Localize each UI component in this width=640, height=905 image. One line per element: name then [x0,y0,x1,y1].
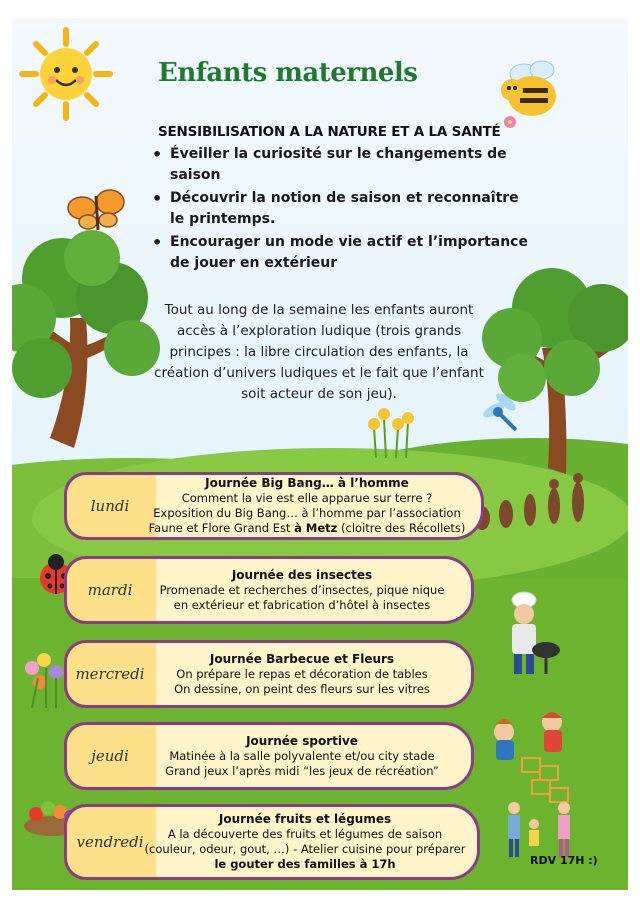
day-title: Journée fruits et légumes [218,812,392,826]
day-title: Journée des insectes [231,567,373,582]
flyer-sheet [12,18,628,890]
day-card-jeudi [64,722,474,790]
day-line: Comment la vie est elle apparue sur terre ? [181,491,433,505]
rdv-note: RDV 17H :) [530,854,598,867]
day-line: Grand jeux l’après midi “les jeux de récréation” [165,763,439,778]
day-line: en extérieur et fabrication d’hôtel à insectes [173,597,431,612]
day-label: lundi [90,497,130,515]
intro-paragraph: Tout au long de la semaine les enfants auront accès à l’exploration ludique (trois grands principes : la libre circulation des enfants, la création d’univers ludiques et le fait que l’enfant soit acteur de son jeu). [154,302,484,402]
day-label: mercredi [75,665,145,683]
day-line: Exposition du Big Bang… à l’homme par l’association [153,506,461,520]
day-card-mardi [64,556,474,624]
day-line: le gouter des familles à 17h [214,857,396,871]
day-line: Faune et Flore Grand Est à Metz (cloitre des Récollets) [148,521,466,535]
day-line: (couleur, odeur, gout, …) - Atelier cuisine pour préparer [144,842,466,856]
day-line: Matinée à la salle polyvalente et/ou city stade [169,748,435,763]
day-card-vendredi [64,804,480,880]
section-heading: SENSIBILISATION A LA NATURE ET A LA SANTÉ [158,124,501,140]
list-item: • Encourager un mode vie actif et l’importance de jouer en extérieur [150,232,530,274]
objectives-list [150,144,530,276]
day-label: mardi [87,581,133,599]
day-label: vendredi [76,833,144,851]
list-item: • Découvrir la notion de saison et reconnaître le printemps. [150,188,530,230]
day-line: A la découverte des fruits et légumes de saison [167,827,443,841]
day-line: On dessine, on peint des fleurs sur les vitres [174,681,430,696]
day-title: Journée sportive [246,733,358,748]
day-card-mercredi [64,640,474,708]
day-card-lundi [64,472,484,540]
day-title: Journée Big Bang… à l’homme [205,476,409,490]
day-label: jeudi [91,747,129,765]
list-item: • Éveiller la curiosité sur le changements de saison [150,144,530,186]
page-title: Enfants maternels [158,58,418,88]
day-line: On prépare le repas et décoration de tables [176,666,428,681]
day-line: Promenade et recherches d’insectes, pique nique [159,582,445,597]
day-title: Journée Barbecue et Fleurs [209,651,395,666]
